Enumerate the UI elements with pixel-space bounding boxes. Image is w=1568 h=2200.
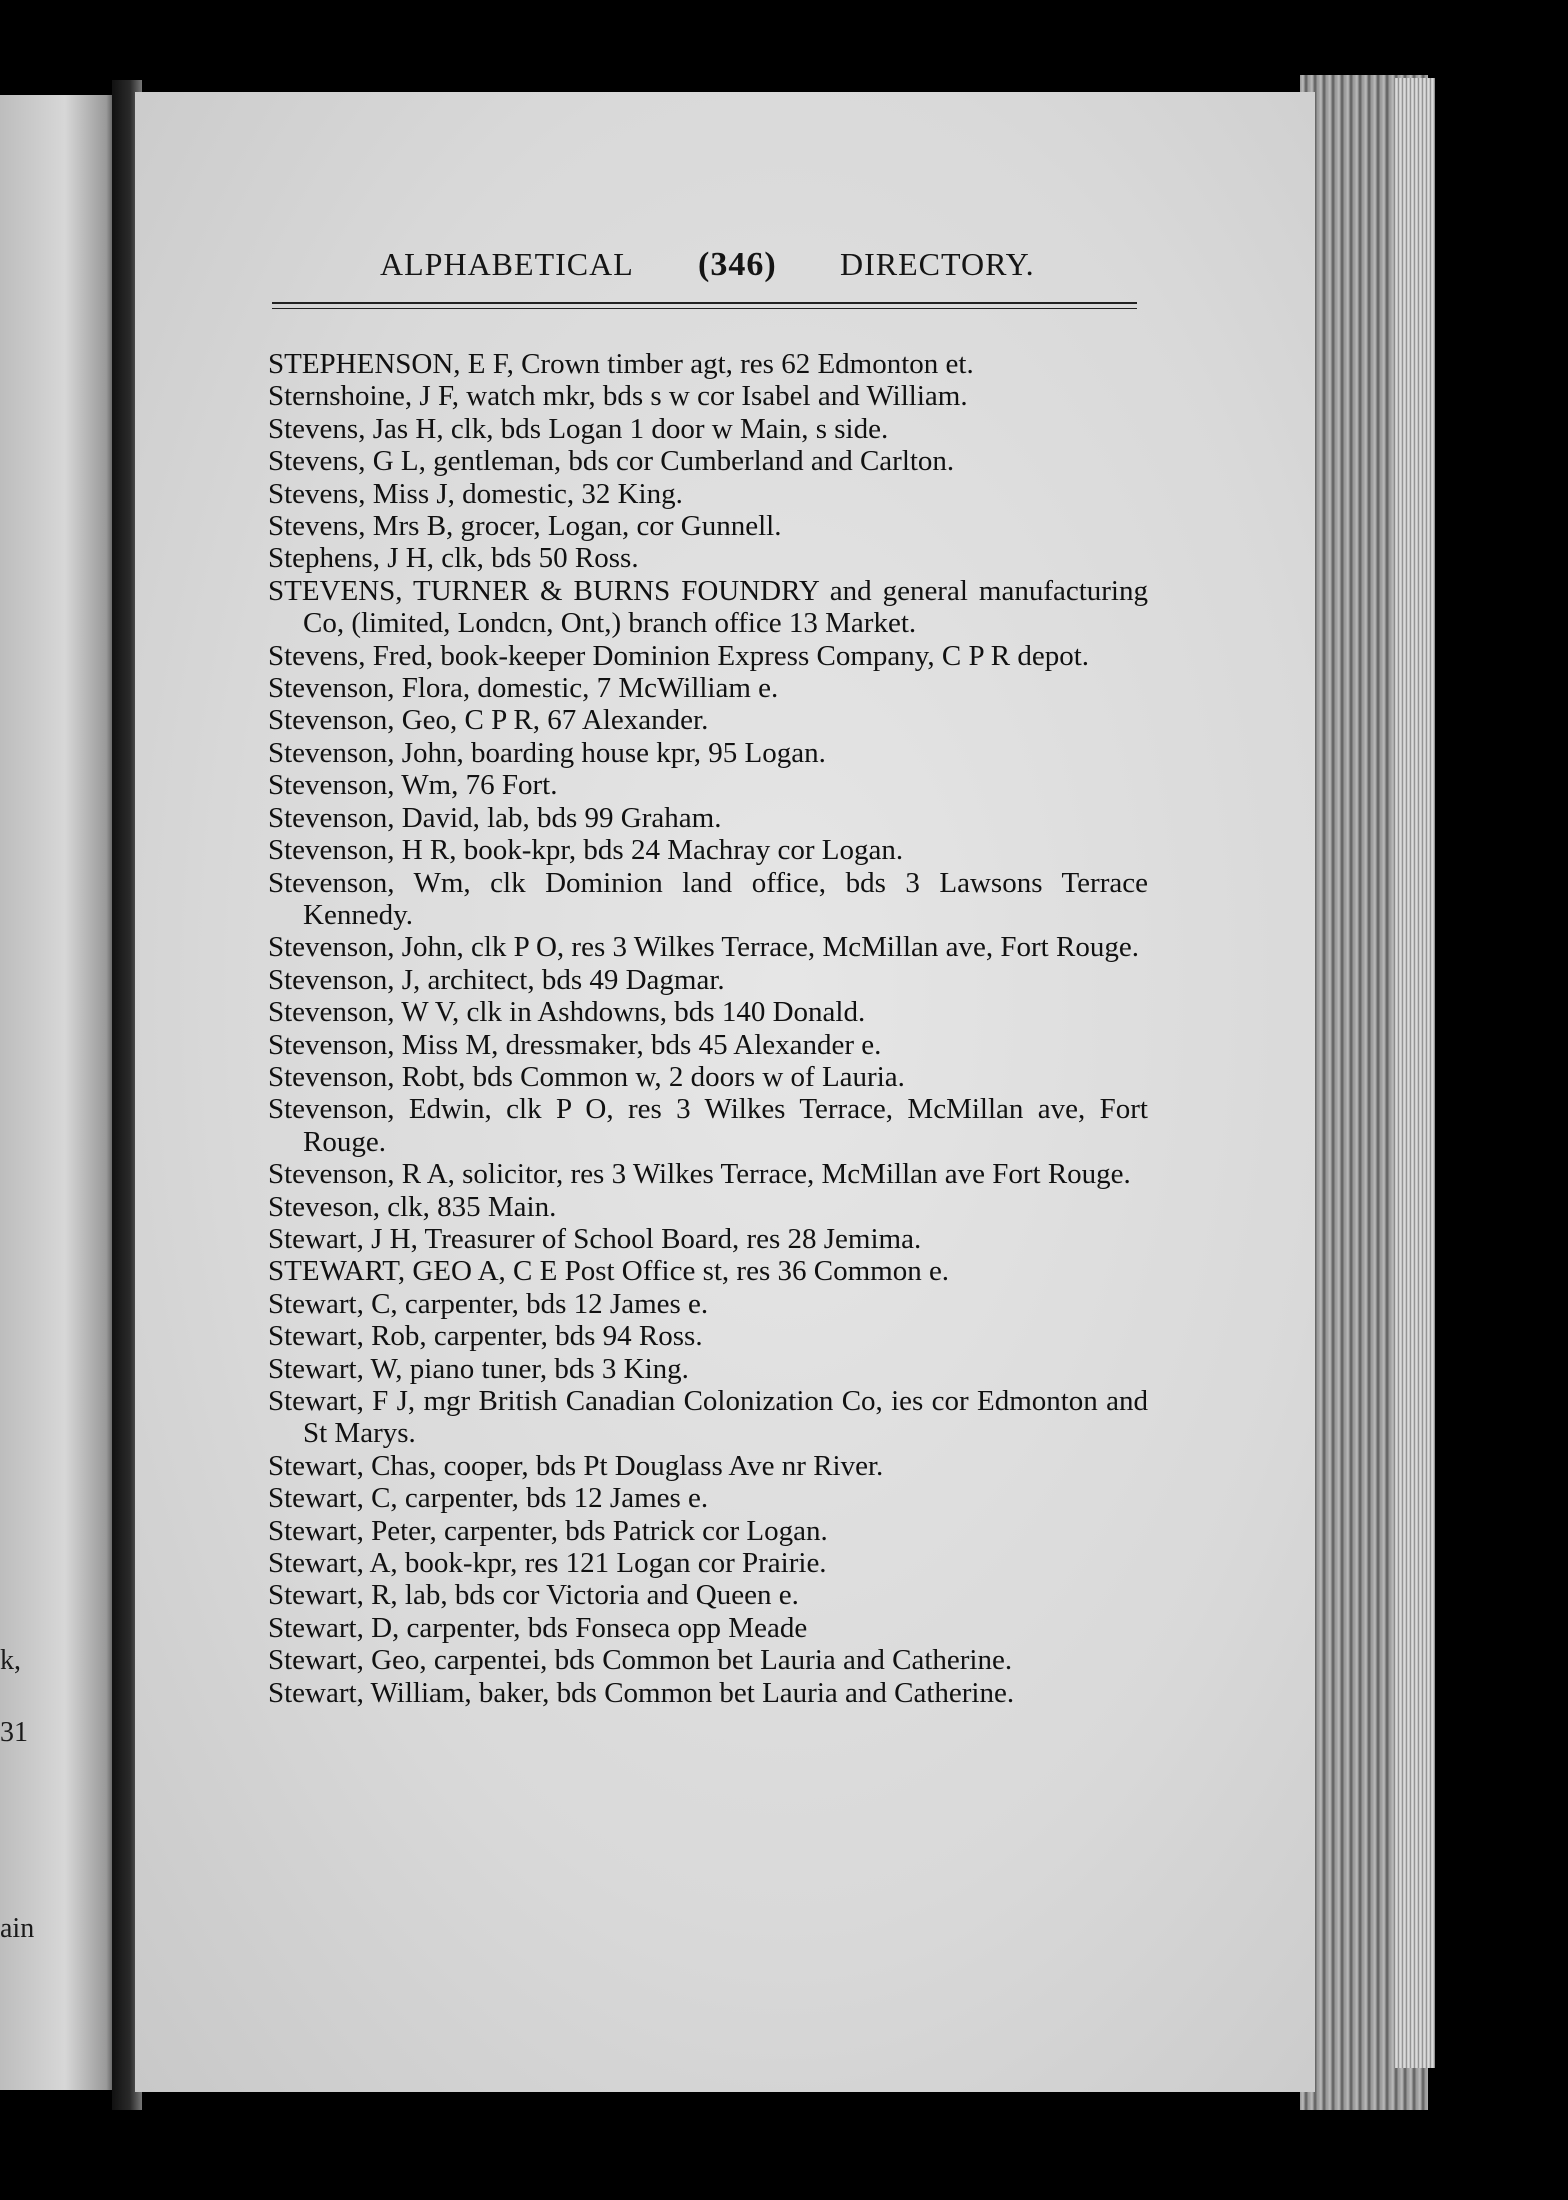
directory-entries (268, 348, 1148, 1709)
header-title-right: DIRECTORY. (840, 246, 1035, 282)
directory-entry: Stevenson, John, clk P O, res 3 Wilkes Terrace, McMillan ave, Fort Rouge. (268, 931, 1139, 964)
directory-entry: STEPHENSON, E F, Crown timber agt, res 62 Edmonton et. (268, 348, 974, 380)
directory-entry: Stewart, Rob, carpenter, bds 94 Ross. (268, 1320, 703, 1353)
directory-entry: Stewart, D, carpenter, bds Fonseca opp Meade (268, 1611, 808, 1644)
directory-entry: Stevens, G L, gentleman, bds cor Cumberland and Carlton. (268, 445, 955, 478)
directory-entry: Stevenson, J, architect, bds 49 Dagmar. (268, 963, 725, 996)
directory-entry: Stevenson, John, boarding house kpr, 95 Logan. (268, 736, 826, 769)
directory-entry: Stewart, J H, Treasurer of School Board, res 28 Jemima. (268, 1222, 922, 1255)
directory-entry: Stevenson, Robt, bds Common w, 2 doors w of Lauria. (268, 1060, 905, 1093)
directory-entry: Stevenson, David, lab, bds 99 Graham. (268, 801, 722, 834)
facing-page-fragment: 31 (0, 1717, 28, 1748)
header-rule (272, 302, 1137, 304)
page-edges-inner (1395, 78, 1435, 2068)
directory-entry: Sternshoine, J F, watch mkr, bds s w cor Isabel and William. (268, 380, 968, 413)
directory-entry: Stevenson, Geo, C P R, 67 Alexander. (268, 704, 709, 737)
directory-entry: Stevenson, W V, clk in Ashdowns, bds 140 Donald. (268, 996, 866, 1029)
directory-entry: Stevenson, H R, book-kpr, bds 24 Machray cor Logan. (268, 834, 904, 867)
directory-entry: Stevenson, Miss M, dressmaker, bds 45 Alexander e. (268, 1028, 882, 1061)
directory-entry: Stevens, Jas H, clk, bds Logan 1 door w Main, s side. (268, 412, 889, 445)
directory-entry: Stewart, Geo, carpentei, bds Common bet Lauria and Catherine. (268, 1644, 1013, 1677)
directory-entry: STEWART, GEO A, C E Post Office st, res 36 Common e. (268, 1255, 950, 1288)
facing-page-fragment: k, (0, 1645, 21, 1676)
directory-entry: Stewart, C, carpenter, bds 12 James e. (268, 1482, 709, 1515)
directory-entry: Stephens, J H, clk, bds 50 Ross. (268, 542, 639, 575)
directory-entry: Stevenson, Flora, domestic, 7 McWilliam e. (268, 672, 779, 705)
page-number: (346) (698, 246, 777, 283)
facing-page (0, 95, 118, 2090)
header-title-left: ALPHABETICAL (380, 246, 634, 282)
directory-entry: Stewart, F J, mgr British Canadian Colonization Co, ies cor Edmonton and St Marys. (268, 1385, 1148, 1450)
directory-entry: Stewart, William, baker, bds Common bet Lauria and Catherine. (268, 1676, 1015, 1709)
directory-entry: Steveson, clk, 835 Main. (268, 1190, 557, 1223)
directory-entry: Stevens, Miss J, domestic, 32 King. (268, 477, 683, 510)
directory-entry: Stevenson, Wm, clk Dominion land office, bds 3 Lawsons Terrace Kennedy. (268, 866, 1148, 931)
directory-entry: Stewart, A, book-kpr, res 121 Logan cor Prairie. (268, 1547, 827, 1580)
header-rule-thin (272, 308, 1137, 309)
directory-entry: Stevens, Fred, book-keeper Dominion Express Company, C P R depot. (268, 639, 1090, 672)
directory-entry: Stevenson, Wm, 76 Fort. (268, 769, 558, 802)
page-header (380, 246, 1080, 291)
directory-entry: Stewart, W, piano tuner, bds 3 King. (268, 1352, 689, 1385)
directory-entry: Stevens, Mrs B, grocer, Logan, cor Gunnell. (268, 510, 782, 543)
directory-entry: Stewart, R, lab, bds cor Victoria and Queen e. (268, 1579, 799, 1612)
directory-entry: Stevenson, R A, solicitor, res 3 Wilkes Terrace, McMillan ave Fort Rouge. (268, 1158, 1131, 1191)
directory-entry: Stevenson, Edwin, clk P O, res 3 Wilkes Terrace, McMillan ave, Fort Rouge. (268, 1093, 1148, 1158)
directory-entry: Stewart, C, carpenter, bds 12 James e. (268, 1287, 709, 1320)
facing-page-fragment: ain (0, 1913, 35, 1944)
directory-entry: STEVENS, TURNER & BURNS FOUNDRY and general manufacturing Co, (limited, Londcn, Ont,) branch office 13 Market. (268, 574, 1148, 640)
directory-entry: Stewart, Peter, carpenter, bds Patrick cor Logan. (268, 1514, 828, 1547)
directory-entry: Stewart, Chas, cooper, bds Pt Douglass Ave nr River. (268, 1449, 884, 1482)
